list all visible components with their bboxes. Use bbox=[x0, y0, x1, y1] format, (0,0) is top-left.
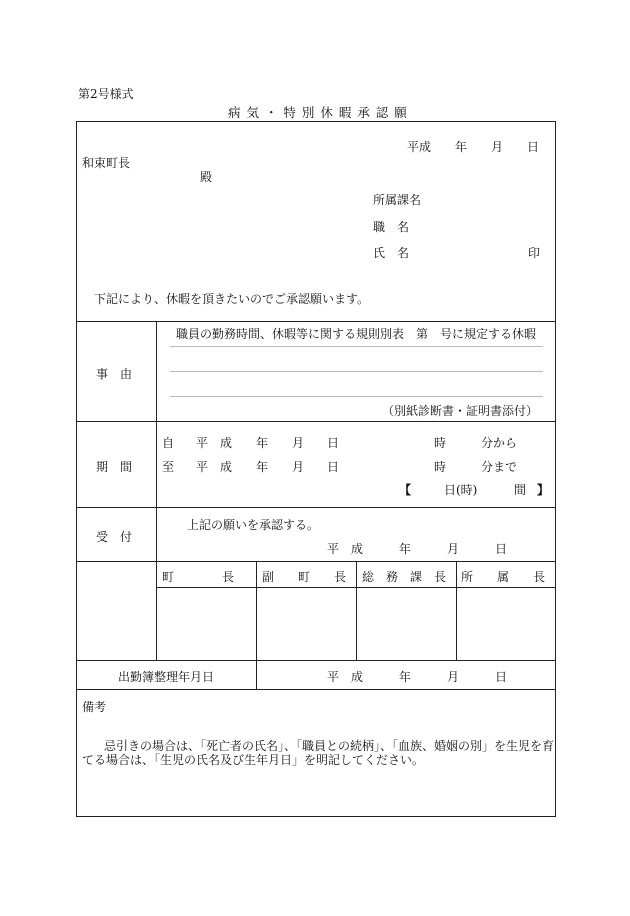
form-title: 病 気 ・ 特 別 休 暇 承 認 願 bbox=[228, 105, 408, 120]
approval-date: 平 成 年 月 日 bbox=[327, 542, 508, 556]
from-year: 年 bbox=[256, 436, 269, 450]
to-era: 平 成 bbox=[196, 460, 233, 474]
honorific: 殿 bbox=[200, 170, 213, 184]
remarks-text-line2: てる場合は、「生児の氏名及び生年月日」を明記してください。 bbox=[82, 753, 425, 767]
from-prefix: 自 bbox=[162, 436, 175, 450]
from-day: 日 bbox=[327, 436, 340, 450]
stamp-header-deputy-mayor: 副 町 長 bbox=[262, 570, 347, 584]
from-month: 月 bbox=[292, 436, 305, 450]
stamp-header-department-head: 所 属 長 bbox=[461, 570, 546, 584]
attachment-note: （別紙診断書・証明書添付） bbox=[382, 404, 539, 418]
to-day: 日 bbox=[327, 460, 340, 474]
reason-label: 事 由 bbox=[96, 367, 133, 381]
to-suffix: 分まで bbox=[481, 460, 518, 474]
seal-mark: 印 bbox=[528, 246, 541, 260]
reason-line bbox=[170, 346, 543, 347]
reason-rule-text: 職員の勤務時間、休暇等に関する規則別表 第 号に規定する休暇 bbox=[176, 327, 537, 341]
total-days: 日(時) bbox=[444, 483, 478, 497]
request-text: 下記により、休暇を頂きたいのでご承認願います。 bbox=[94, 292, 370, 306]
to-year: 年 bbox=[256, 460, 269, 474]
name-label: 氏 名 bbox=[373, 246, 410, 260]
total-span: 間 bbox=[514, 483, 527, 497]
remarks-label: 備考 bbox=[82, 700, 107, 714]
header-date: 平成 年 月 日 bbox=[407, 140, 540, 154]
reason-line bbox=[170, 396, 543, 397]
from-hour: 時 bbox=[434, 436, 447, 450]
attendance-label: 出勤簿整理年月日 bbox=[118, 670, 215, 684]
from-era: 平 成 bbox=[196, 436, 233, 450]
to-hour: 時 bbox=[434, 460, 447, 474]
form-number: 第2号様式 bbox=[78, 87, 134, 101]
total-open-bracket: 【 bbox=[399, 483, 412, 497]
attendance-date: 平 成 年 月 日 bbox=[327, 670, 508, 684]
position-label: 職 名 bbox=[373, 220, 410, 234]
dept-label: 所属課名 bbox=[373, 193, 422, 207]
reason-line bbox=[170, 371, 543, 372]
approval-text: 上記の願いを承認する。 bbox=[187, 518, 320, 532]
addressee: 和束町長 bbox=[82, 156, 131, 170]
stamp-header-general-affairs-chief: 総 務 課 長 bbox=[362, 570, 447, 584]
reception-label: 受 付 bbox=[96, 530, 133, 544]
stamp-header-mayor: 町 長 bbox=[162, 570, 235, 584]
total-close-bracket: 】 bbox=[537, 483, 550, 497]
from-suffix: 分から bbox=[481, 436, 518, 450]
to-prefix: 至 bbox=[162, 460, 175, 474]
period-label: 期 間 bbox=[96, 460, 133, 474]
remarks-text-line1: 忌引きの場合は、「死亡者の氏名」、「職員との続柄」、「血族、婚姻の別」を生児を育 bbox=[104, 739, 555, 753]
to-month: 月 bbox=[292, 460, 305, 474]
